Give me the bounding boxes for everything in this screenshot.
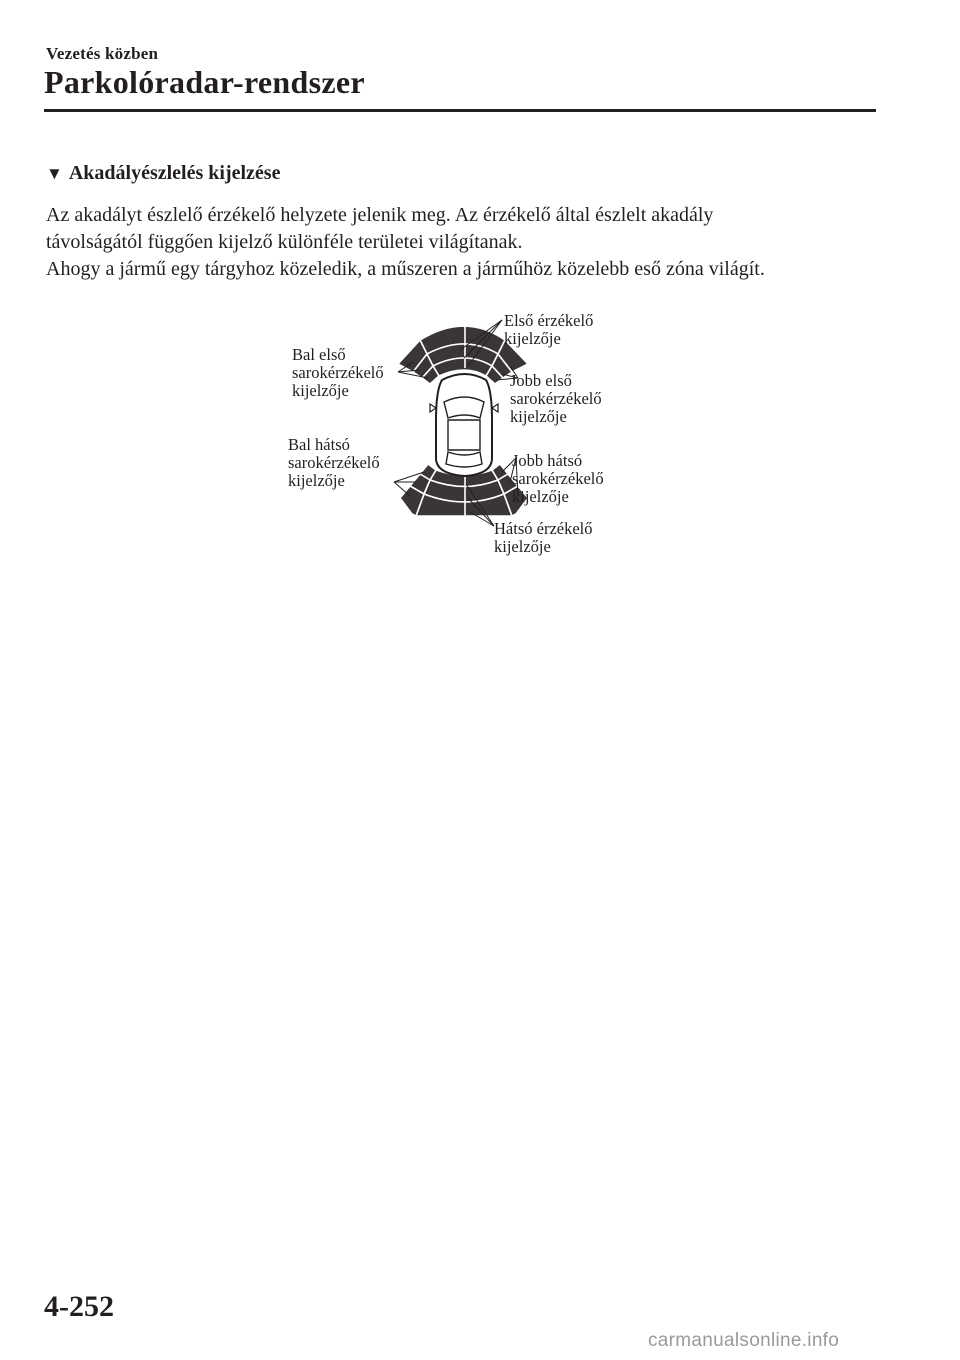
page-title: Parkolóradar-rendszer [44, 64, 365, 100]
watermark: carmanualsonline.info [648, 1330, 840, 1351]
body-line-2: távolságától függően kijelző különféle területei világítanak. [46, 231, 523, 253]
section-marker-icon: ▼ [46, 164, 63, 183]
label-front-sensor: Első érzékelő kijelzője [504, 311, 594, 348]
label-left-rear-corner: Bal hátsó sarokérzékelő kijelzője [288, 435, 380, 490]
label-right-front-corner: Jobb első sarokérzékelő kijelzője [510, 371, 602, 426]
label-rear-sensor: Hátsó érzékelő kijelzője [494, 519, 593, 556]
title-divider [44, 109, 876, 112]
section-heading [46, 162, 280, 185]
car-outline [430, 374, 498, 476]
body-line-3: Ahogy a jármű egy tárgyhoz közeledik, a műszeren a járműhöz közelebb eső zóna világít. [46, 258, 765, 280]
body-text [46, 202, 886, 283]
car-left-mirror [430, 404, 436, 412]
section-heading-text: Akadályészlelés kijelzése [68, 162, 281, 184]
label-right-rear-corner: Jobb hátsó sarokérzékelő kijelzője [512, 451, 604, 506]
body-line-1: Az akadályt észlelő érzékelő helyzete jelenik meg. Az érzékelő által észlelt akadály [46, 204, 714, 226]
parking-sensor-diagram [270, 300, 650, 570]
label-left-front-corner: Bal első sarokérzékelő kijelzője [292, 345, 384, 400]
page-number: 4-252 [44, 1290, 114, 1323]
chapter-label: Vezetés közben [46, 44, 159, 63]
car-right-mirror [492, 404, 498, 412]
car-body [436, 374, 492, 476]
